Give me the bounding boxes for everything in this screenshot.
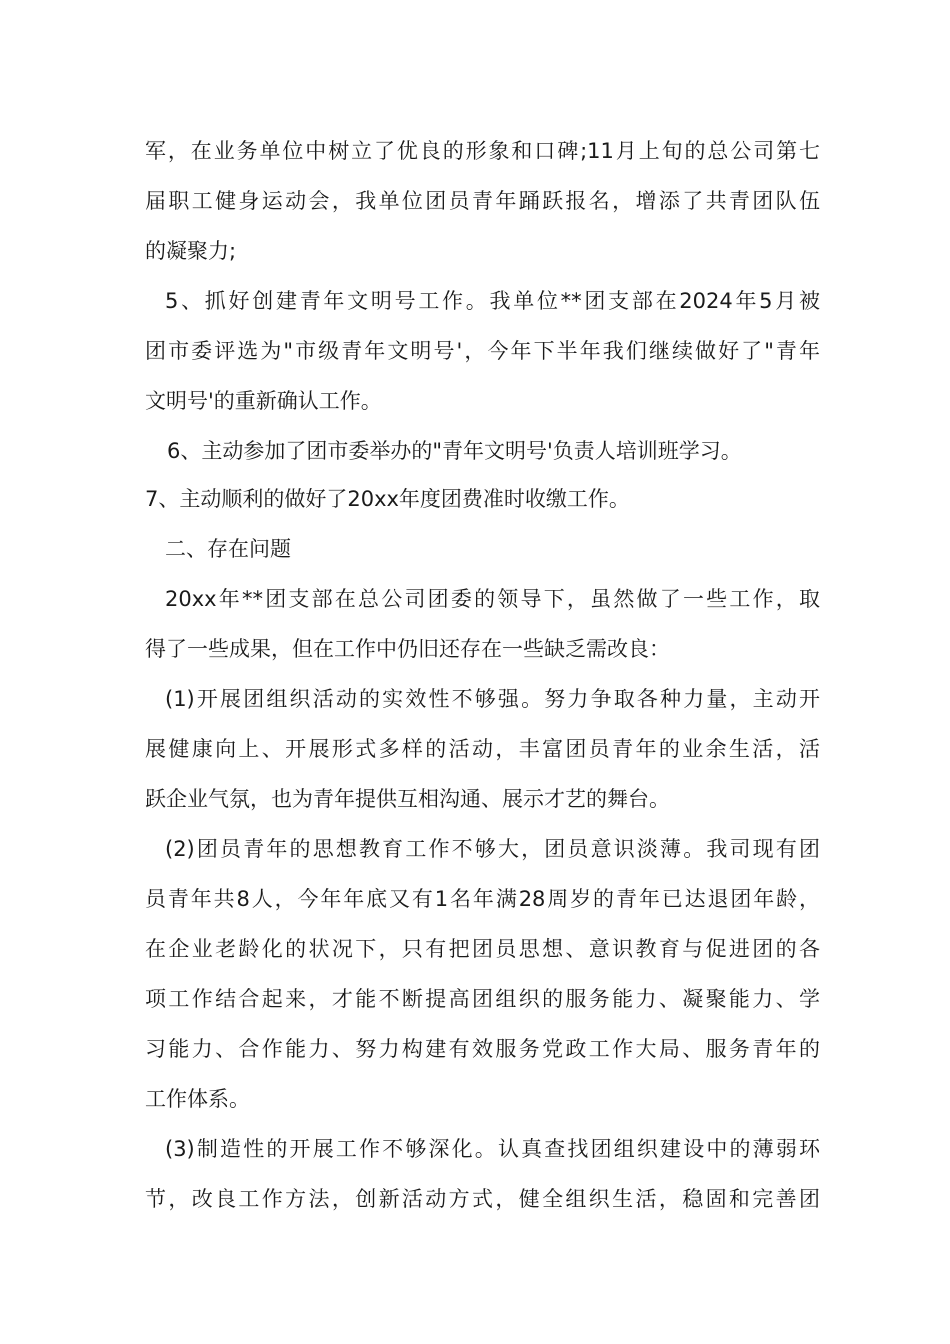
text-line: 5、抓好创建青年文明号工作。我单位**团支部在2024年5月被 [165,289,820,313]
text-line: 工作体系。 [145,1087,250,1111]
text-line: 军，在业务单位中树立了优良的形象和口碑;11月上旬的总公司第七 [145,139,820,163]
text-line: 习能力、合作能力、努力构建有效服务党政工作大局、服务青年的 [145,1037,820,1061]
text-line: 团市委评选为"市级青年文明号'，今年下半年我们继续做好了"青年 [145,339,820,363]
text-line: 在企业老龄化的状况下，只有把团员思想、意识教育与促进团的各 [145,937,820,961]
text-line: 得了一些成果，但在工作中仍旧还存在一些缺乏需改良： [145,637,670,661]
text-line: (3)制造性的开展工作不够深化。认真查找团组织建设中的薄弱环 [165,1137,820,1161]
text-line: 项工作结合起来，才能不断提高团组织的服务能力、凝聚能力、学 [145,987,820,1011]
text-line: 届职工健身运动会，我单位团员青年踊跃报名，增添了共青团队伍 [145,189,820,213]
text-line: 6、主动参加了团市委举办的"青年文明号'负责人培训班学习。 [167,439,742,463]
text-line: 节，改良工作方法，创新活动方式，健全组织生活，稳固和完善团 [145,1187,820,1211]
text-line: 20xx年**团支部在总公司团委的领导下，虽然做了一些工作，取 [165,587,820,611]
text-line: 7、主动顺利的做好了20xx年度团费准时收缴工作。 [145,487,630,511]
text-line: 展健康向上、开展形式多样的活动，丰富团员青年的业余生活，活 [145,737,820,761]
text-line: 文明号'的重新确认工作。 [145,389,382,413]
text-line: 跃企业气氛，也为青年提供互相沟通、展示才艺的舞台。 [145,787,670,811]
text-line: (1)开展团组织活动的实效性不够强。努力争取各种力量，主动开 [165,687,820,711]
text-line: 的凝聚力; [145,239,237,263]
text-line: 员青年共8人，今年年底又有1名年满28周岁的青年已达退团年龄， [145,887,820,911]
text-line: (2)团员青年的思想教育工作不够大，团员意识淡薄。我司现有团 [165,837,820,861]
section-heading: 二、存在问题 [165,537,291,561]
